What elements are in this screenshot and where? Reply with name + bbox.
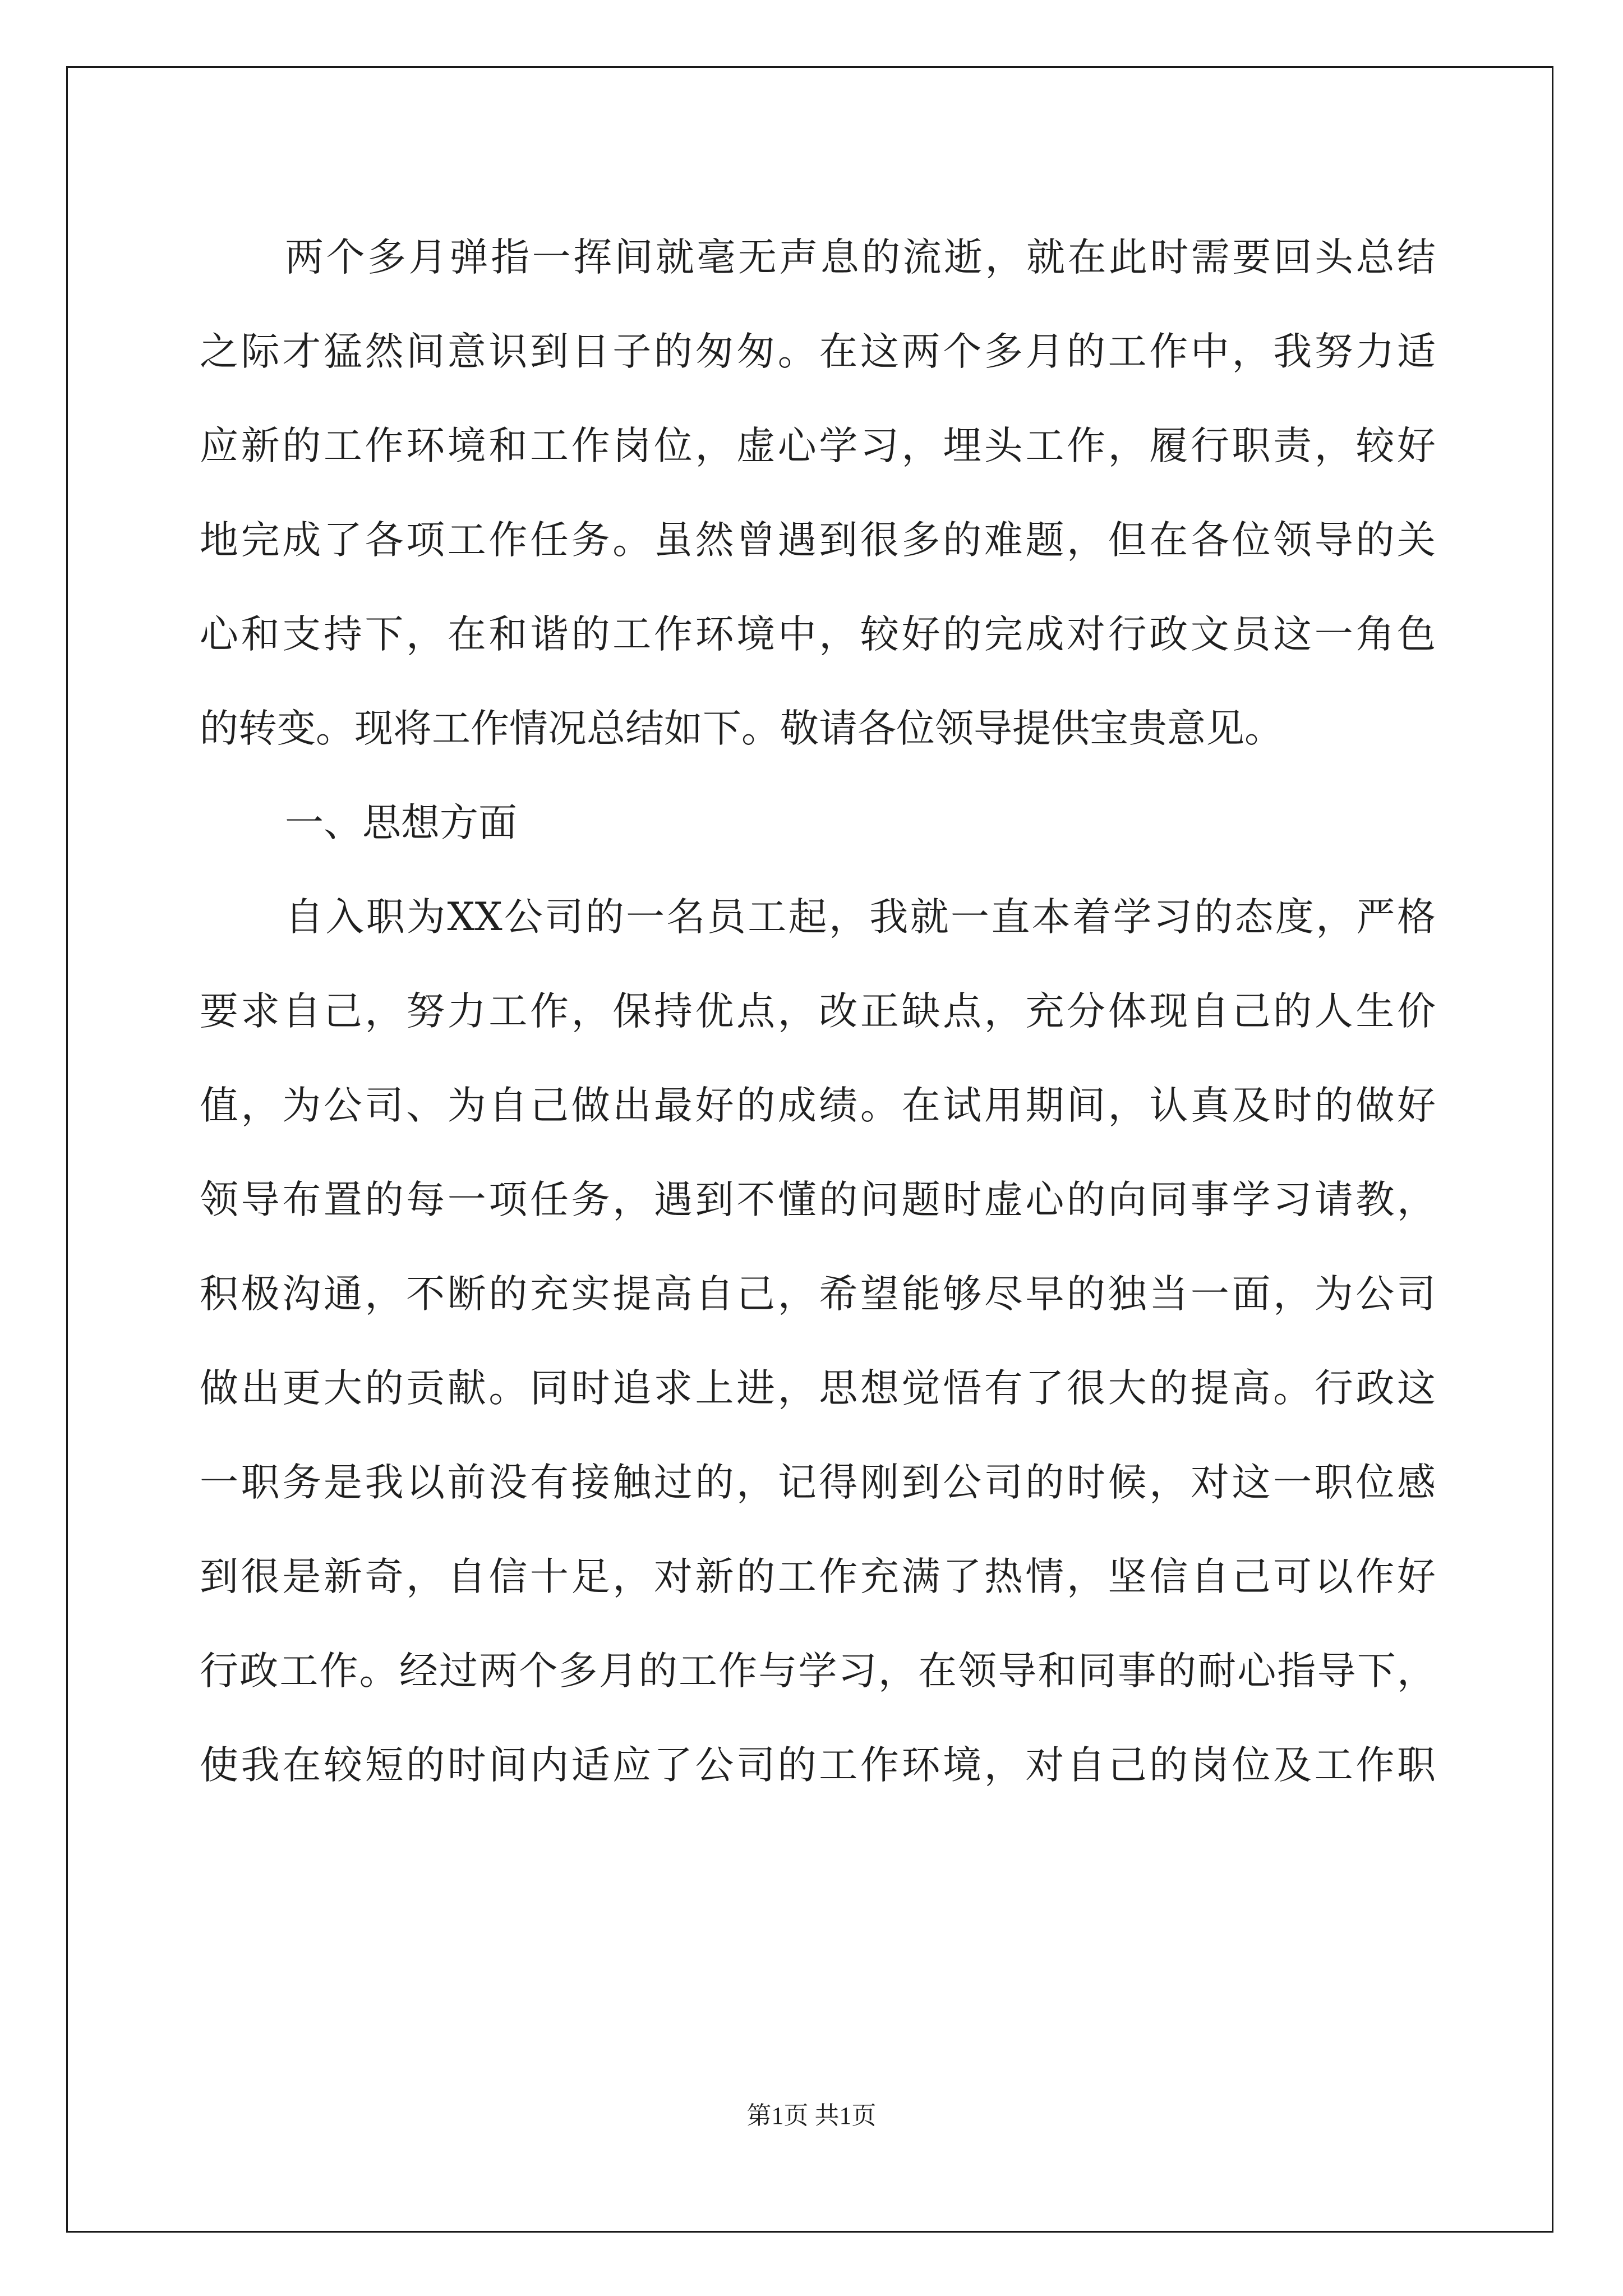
text-line: 之际才猛然间意识到日子的匆匆。在这两个多月的工作中，我努力适: [200, 329, 1436, 374]
text-line: 应新的工作环境和工作岗位，虚心学习，埋头工作，履行职责，较好: [200, 424, 1436, 468]
text-line: 领导布置的每一项任务，遇到不懂的问题时虚心的向同事学习请教，: [200, 1177, 1436, 1222]
paragraph-intro: [200, 210, 1436, 776]
text-line: 积极沟通，不断的充实提高自己，希望能够尽早的独当一面，为公司: [200, 1272, 1436, 1317]
text-line: 行政工作。经过两个多月的工作与学习，在领导和同事的耐心指导下，: [200, 1649, 1436, 1694]
text-line: 到很是新奇，自信十足，对新的工作充满了热情，坚信自己可以作好: [200, 1554, 1436, 1599]
page-footer: 第1页 共1页: [746, 2102, 877, 2129]
text-line: 的转变。现将工作情况总结如下。敬请各位领导提供宝贵意见。: [200, 706, 1283, 751]
text-line: 值，为公司、为自己做出最好的成绩。在试用期间，认真及时的做好: [200, 1083, 1436, 1128]
document-body: [200, 210, 1436, 1812]
text-line: 一职务是我以前没有接触过的，记得刚到公司的时候，对这一职位感: [200, 1460, 1436, 1505]
text-line: 自入职为XX公司的一名员工起，我就一直本着学习的态度，严格: [285, 895, 1436, 940]
section-heading: [200, 776, 1436, 870]
text-line: 要求自己，努力工作，保持优点，改正缺点，充分体现自己的人生价: [200, 989, 1436, 1034]
text-line: 两个多月弹指一挥间就毫无声息的流逝，就在此时需要回头总结: [285, 235, 1436, 280]
heading-text: 一、思想方面: [285, 800, 517, 845]
text-line: 使我在较短的时间内适应了公司的工作环境，对自己的岗位及工作职: [200, 1743, 1436, 1788]
paragraph-thought: [200, 870, 1436, 1812]
text-line: 心和支持下，在和谐的工作环境中，较好的完成对行政文员这一角色: [200, 612, 1436, 657]
text-line: 做出更大的贡献。同时追求上进，思想觉悟有了很大的提高。行政这: [200, 1366, 1436, 1411]
text-line: 地完成了各项工作任务。虽然曾遇到很多的难题，但在各位领导的关: [200, 518, 1436, 563]
